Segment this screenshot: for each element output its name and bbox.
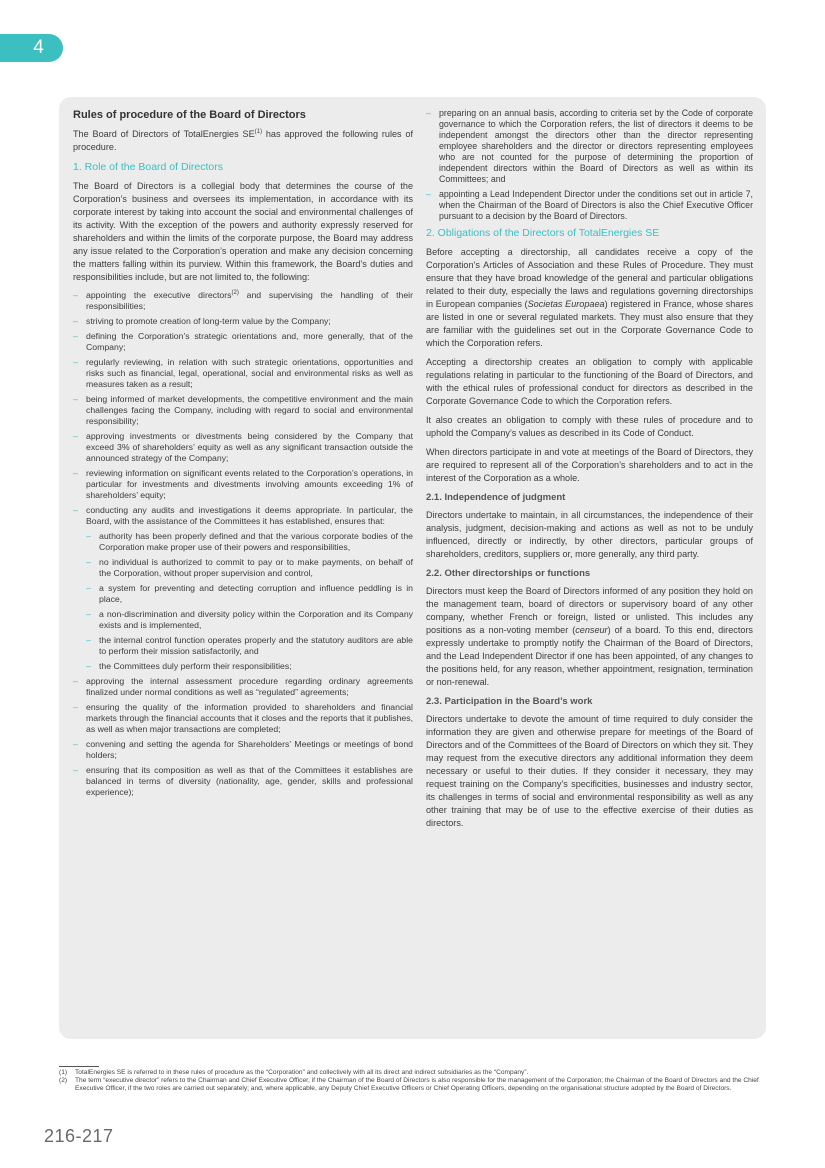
chapter-number: 4: [33, 37, 44, 58]
subsection-2-3-heading: 2.3. Participation in the Board’s work: [426, 696, 593, 707]
right-column: [426, 108, 753, 836]
box-title: Rules of procedure of the Board of Directors: [73, 109, 306, 121]
footnote-ref-2: (2): [231, 290, 239, 297]
subsection-2-3-text: Directors undertake to devote the amount of time required to duly consider the information they are given and otherwise prepare for meetings of the Board of Directors and of the Committees of the Board of Directors on which they sit. They may request from the executive directors any additional information they deem necessary or useful to their duties. If they consider it necessary, they may request training on the Company’s specificities, businesses and industry sector, its challenges in terms of social and environmental responsibility as well as any other training that may be of use to the effective exercise of their duties as directors.: [426, 714, 753, 828]
sublist-item: – the Committees duly perform their responsibilities;: [86, 661, 413, 672]
list-item: – convening and setting the agenda for Shareholders’ Meetings or meetings of bond holders;: [73, 739, 413, 761]
subsection-2-1-text: Directors undertake to maintain, in all circumstances, the independence of their analysis, judgment, decision-making and actions as well as not to be unduly influenced, directly or indirectly, by other directors, particular groups of shareholders, creditors, suppliers or, more generally, any third party.: [426, 510, 753, 559]
list-item: – preparing on an annual basis, according to criteria set by the Code of corporate governance to which the Corporation refers, the list of directors it deems to be independent amongst the directors other than the director representing employee shareholders and the director or directors representing employees who are not counted for the purpose of determining the proportion of independent directors within the Board of Directors as well as within its Committees; and: [426, 108, 753, 185]
duties-list: [73, 290, 413, 798]
list-item: – reviewing information on significant events related to the Corporation’s operations, in particular for investments and divestments involving amounts exceeding 1% of shareholders’ equity;: [73, 468, 413, 501]
list-item: – appointing the executive directors$^{(2)}$ and supervising the handling of their responsibilities;: [73, 290, 413, 312]
footnote-separator: [59, 1066, 99, 1067]
list-item: – regularly reviewing, in relation with such strategic orientations, opportunities and risks such as financial, legal, operational, social and environmental risks as well as measures taken as a result;: [73, 357, 413, 390]
audit-sublist: [86, 531, 413, 672]
page-number: 216-217: [44, 1126, 114, 1146]
list-item: – defining the Corporation’s strategic orientations and, more generally, that of the Company;: [73, 331, 413, 353]
footnote: (1) TotalEnergies SE is referred to in these rules of procedure as the “Corporation” and collectively with all its direct and indirect subsidiaries as the “Company”.: [59, 1069, 529, 1076]
section-2-heading: 2. Obligations of the Directors of TotalEnergies SE: [426, 227, 660, 239]
footnote: (2) The term “executive director” refers to the Chairman and Chief Executive Officer, if the Chairman of the Board of Directors is also responsible for the management of the Corporation; the Chairman of the Board of Directors and the Chief Executive Officer, if the two roles are carried out separately; and, where applicable, any Deputy Chief Executive Officers or Chief Operating Officers, depending on the organisational structure adopted by the Board of Directors.: [59, 1077, 759, 1092]
section-1-paragraph: The Board of Directors is a collegial body that determines the course of the Corporation’s business and oversees its implementation, in accordance with its corporate interest by taking into account the social and environmental challenges of its activity. With the exception of the powers and authority expressly reserved for shareholders and within the limits of the corporate purpose, the Board may address any issue related to the Corporation’s operation and make any decision concerning the matters falling within its purview. Within this framework, the Board’s duties and responsibilities include, but are not limited to, the following:: [73, 181, 413, 282]
list-item: – being informed of market developments, the competitive environment and the main challenges facing the Company, including with regard to social and environmental responsibility;: [73, 394, 413, 427]
list-item: – ensuring that its composition as well as that of the Committees it establishes are balanced in terms of diversity (nationality, age, gender, skills and professional experience);: [73, 765, 413, 798]
sublist-item: – authority has been properly defined and that the various corporate bodies of the Corporation make proper use of their powers and responsibilities,: [86, 531, 413, 553]
section-2-paragraph-4: When directors participate in and vote at meetings of the Board of Directors, they are required to represent all of the Corporation’s shareholders and to act in the interest of the Corporation as a whole.: [426, 447, 753, 483]
duties-list-continued: [426, 108, 753, 222]
list-item: – conducting any audits and investigations it deems appropriate. In particular, the Board, with the assistance of the Committees it has established, ensures that: – authority has been properly defined and that the various corporate bodies of the Corporation make proper use of their powers and responsibilities, – no individual is authorized to commit to pay or to make payments, on behalf of the Corporation, without proper supervision and control, – a system for preventing and detecting corruption and influence peddling is in place, – a non-discrimination and diversity policy within the Corporation and its Company exists and is implemented, – the internal control function operates properly and the statutory auditors are able to perform their mission satisfactorily, and – the Committees duly perform their responsibilities;: [73, 505, 413, 672]
footnotes: [59, 1069, 766, 1093]
footnote-ref-1: (1): [254, 128, 262, 135]
left-column: [73, 108, 413, 802]
section-1-heading: 1. Role of the Board of Directors: [73, 161, 223, 173]
list-item: – striving to promote creation of long-term value by the Company;: [73, 316, 413, 327]
chapter-tab: [0, 34, 63, 62]
list-item: – ensuring the quality of the information provided to shareholders and financial markets through the financial accounts that it closes and the reports that it publishes, as well as when major transactions are completed;: [73, 702, 413, 735]
sublist-item: – a non-discrimination and diversity policy within the Corporation and its Company exists and is implemented,: [86, 609, 413, 631]
section-2-paragraph-1: Before accepting a directorship, all candidates receive a copy of the Corporation’s Articles of Association and these Rules of Procedure. They must ensure that they have broad knowledge of the general and particular obligations related to their duty, especially the laws and regulations governing directorships in European companies (Societas Europaea) registered in France, whose shares are listed in one or several regulated markets. They must also ensure that they are familiar with the guidelines set out in the Corporate Governance Code to which the Corporation refers.: [426, 247, 753, 348]
list-item: – approving the internal assessment procedure regarding ordinary agreements finalized under normal conditions as well as “regulated” agreements;: [73, 676, 413, 698]
sublist-item: – no individual is authorized to commit to pay or to make payments, on behalf of the Corporation, without proper supervision and control,: [86, 557, 413, 579]
list-item: – appointing a Lead Independent Director under the conditions set out in article 7, when the Chairman of the Board of Directors is also the Chief Executive Officer pursuant to a decision by the Board of Directors.: [426, 189, 753, 222]
list-item: – approving investments or divestments being considered by the Company that exceed 3% of shareholders’ equity as well as any significant transaction outside the announced strategy of the Company;: [73, 431, 413, 464]
subsection-2-2-heading: 2.2. Other directorships or functions: [426, 568, 591, 579]
intro-paragraph: The Board of Directors of TotalEnergies SE$^{(1)}$ has approved the following rules of procedure.: [73, 128, 413, 152]
section-2-paragraph-2: Accepting a directorship creates an obligation to comply with applicable regulations relating in particular to the functioning of the Board of Directors, and with the ethical rules of professional conduct for directors as described in the Corporate Governance Code to which the Corporation refers.: [426, 357, 753, 406]
section-2-paragraph-3: It also creates an obligation to comply with these rules of procedure and to uphold the Company’s values as described in its Code of Conduct.: [426, 415, 753, 438]
subsection-2-2-text: Directors must keep the Board of Directors informed of any position they hold on the management team, board of directors or supervisory board of any other company, whether French or foreign, listed or unlisted. This includes any positions as a non-voting member (censeur) of a board. To this end, directors expressly undertake to promptly notify the Chairman of the Board of Directors, and the Lead Independent Director if one has been appointed, of any changes to the positions held, for any reason, whether appointment, resignation, termination or non-renewal.: [426, 586, 753, 687]
sublist-item: – a system for preventing and detecting corruption and influence peddling is in place,: [86, 583, 413, 605]
rules-box: [59, 97, 766, 1039]
subsection-2-1-heading: 2.1. Independence of judgment: [426, 492, 566, 503]
sublist-item: – the internal control function operates properly and the statutory auditors are able to perform their mission satisfactorily, and: [86, 635, 413, 657]
